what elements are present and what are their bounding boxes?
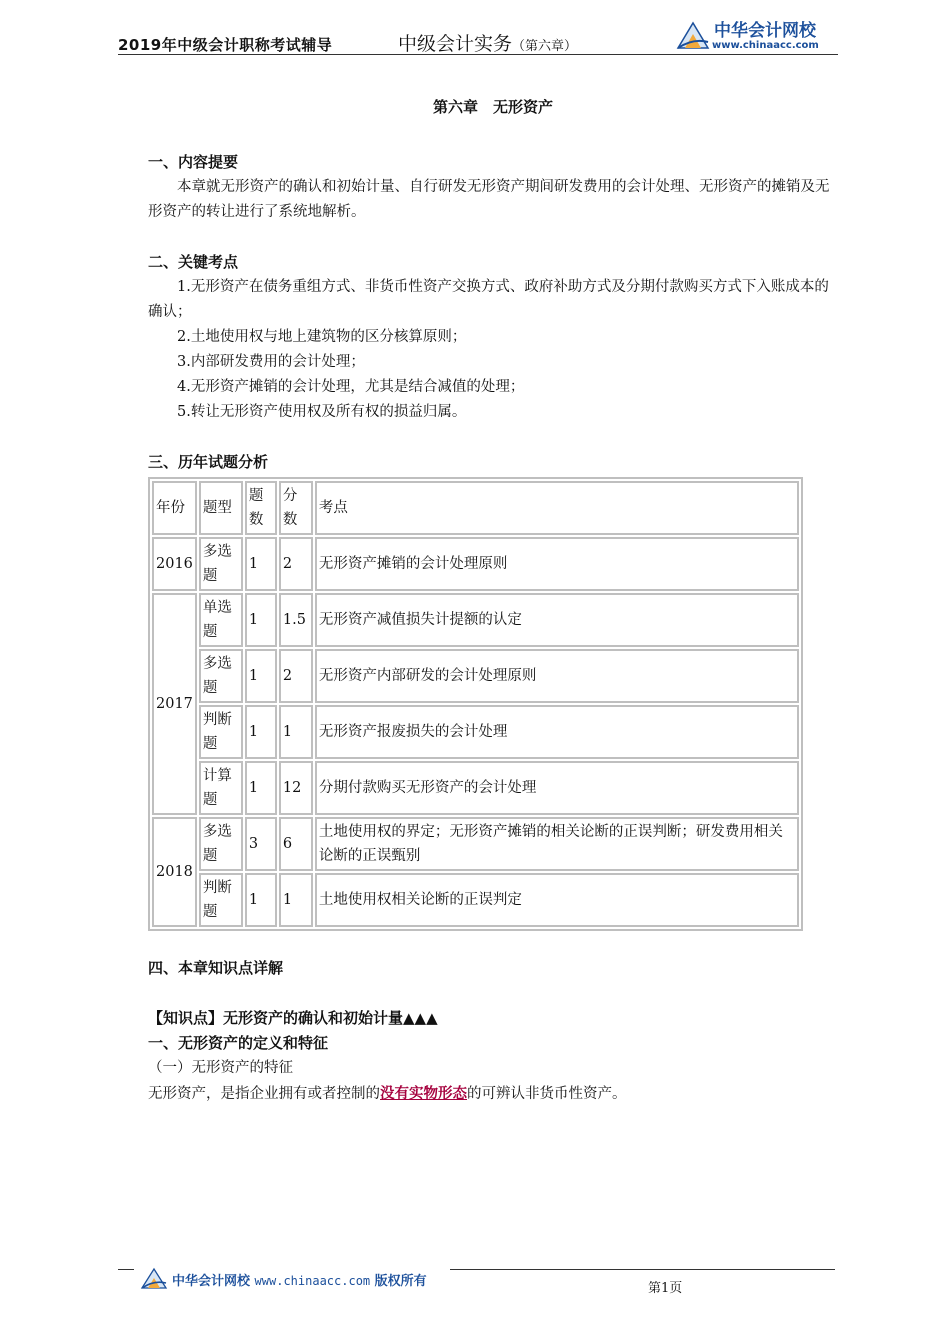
sub-subsection-heading: （一）无形资产的特征	[148, 1060, 293, 1076]
definition-text-before: 无形资产，是指企业拥有或者控制的	[148, 1086, 380, 1102]
page-header	[118, 14, 838, 58]
footer-brand-line	[172, 1270, 427, 1289]
table-cell-type: 多选题	[199, 537, 243, 591]
table-row	[152, 593, 799, 647]
table-cell-type: 判断题	[199, 873, 243, 927]
section-heading-exam-analysis: 三、历年试题分析	[148, 453, 269, 471]
logo-brand-name: 中华会计网校	[714, 21, 816, 41]
table-cell-year: 2018	[152, 817, 197, 927]
document-body	[148, 95, 838, 1107]
table-cell-num: 1	[245, 761, 277, 815]
table-cell-score: 6	[279, 817, 313, 871]
table-cell-score: 1.5	[279, 593, 313, 647]
footer-logo-icon	[140, 1266, 168, 1290]
footer-divider-left	[118, 1269, 134, 1270]
table-header-cell: 年份	[152, 481, 197, 535]
table-cell-point: 分期付款购买无形资产的会计处理	[315, 761, 799, 815]
table-header-row	[152, 481, 799, 535]
header-course-title: 2019年中级会计职称考试辅导	[118, 36, 333, 54]
key-point-item: 3.内部研发费用的会计处理；	[177, 354, 365, 370]
table-header-cell: 题数	[245, 481, 277, 535]
header-chapter-tag: （第六章）	[512, 39, 578, 54]
definition-text-after: 的可辨认非货币性资产。	[467, 1086, 627, 1102]
key-point-item: 2.土地使用权与地上建筑物的区分核算原则；	[177, 329, 467, 345]
table-cell-type: 多选题	[199, 649, 243, 703]
table-header-cell: 分数	[279, 481, 313, 535]
section-heading-knowledge: 四、本章知识点详解	[148, 959, 284, 977]
table-cell-type: 计算题	[199, 761, 243, 815]
subsection-heading: 一、无形资产的定义和特征	[148, 1034, 329, 1052]
table-cell-point: 无形资产减值损失计提额的认定	[315, 593, 799, 647]
footer-rights: 版权所有	[374, 1274, 427, 1289]
footer-url: www.chinaacc.com	[254, 1274, 371, 1288]
table-cell-point: 土地使用权的界定；无形资产摊销的相关论断的正误判断；研发费用相关论断的正误甄别	[315, 817, 799, 871]
table-cell-score: 1	[279, 705, 313, 759]
table-cell-point: 无形资产内部研发的会计处理原则	[315, 649, 799, 703]
table-cell-point: 无形资产摊销的会计处理原则	[315, 537, 799, 591]
table-row	[152, 649, 799, 703]
summary-paragraph: 本章就无形资产的确认和初始计量、自行研发无形资产期间研发费用的会计处理、无形资产的摊销及无形资产的转让进行了系统地解析。	[148, 179, 830, 220]
table-row	[152, 705, 799, 759]
key-point-item: 4.无形资产摊销的会计处理，尤其是结合减值的处理；	[177, 379, 525, 395]
table-header-cell: 题型	[199, 481, 243, 535]
table-cell-score: 2	[279, 537, 313, 591]
table-cell-year: 2017	[152, 593, 197, 815]
section-heading-summary: 一、内容提要	[148, 153, 239, 171]
page-number: 第1页	[648, 1281, 683, 1296]
table-cell-num: 1	[245, 649, 277, 703]
definition-highlight: 没有实物形态	[380, 1085, 467, 1102]
table-cell-num: 1	[245, 537, 277, 591]
header-subject	[398, 29, 577, 56]
table-row	[152, 537, 799, 591]
knowledge-point-title: 【知识点】无形资产的确认和初始计量▲▲▲	[148, 1009, 438, 1027]
table-cell-type: 判断题	[199, 705, 243, 759]
table-header-cell: 考点	[315, 481, 799, 535]
table-row	[152, 873, 799, 927]
header-subject-name: 中级会计实务	[398, 33, 513, 55]
table-cell-num: 1	[245, 593, 277, 647]
table-cell-num: 1	[245, 873, 277, 927]
footer-divider-right	[450, 1269, 835, 1270]
header-divider	[118, 54, 838, 55]
section-heading-key-points: 二、关键考点	[148, 253, 239, 271]
table-cell-score: 1	[279, 873, 313, 927]
logo-triangle-icon	[676, 20, 710, 50]
table-cell-point: 土地使用权相关论断的正误判定	[315, 873, 799, 927]
definition-paragraph	[148, 1081, 838, 1107]
table-row	[152, 761, 799, 815]
table-row	[152, 817, 799, 871]
exam-analysis-table	[148, 477, 803, 931]
table-cell-type: 多选题	[199, 817, 243, 871]
key-point-item: 5.转让无形资产使用权及所有权的损益归属。	[177, 404, 467, 420]
logo-url: www.chinaacc.com	[712, 40, 819, 51]
table-cell-type: 单选题	[199, 593, 243, 647]
table-cell-num: 1	[245, 705, 277, 759]
table-cell-num: 3	[245, 817, 277, 871]
table-cell-year: 2016	[152, 537, 197, 591]
table-cell-point: 无形资产报废损失的会计处理	[315, 705, 799, 759]
footer-brand: 中华会计网校	[172, 1274, 251, 1289]
key-point-item: 1.无形资产在债务重组方式、非货币性资产交换方式、政府补助方式及分期付款购买方式下入账成本的确认；	[148, 279, 829, 320]
chapter-title: 第六章 无形资产	[432, 98, 553, 116]
table-cell-score: 2	[279, 649, 313, 703]
table-cell-score: 12	[279, 761, 313, 815]
brand-logo	[676, 16, 836, 56]
